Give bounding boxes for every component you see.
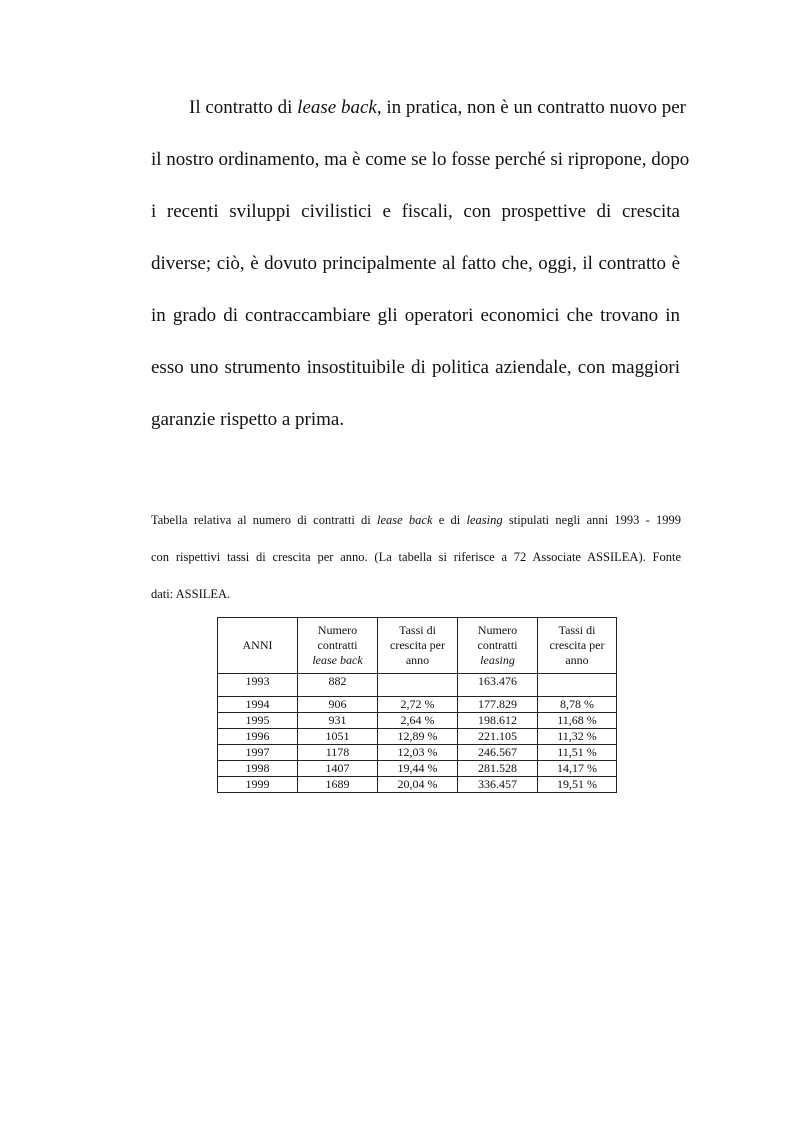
table-cell: 906 <box>298 697 378 713</box>
table-cell: 163.476 <box>458 674 538 697</box>
table-cell: 19,51 % <box>538 777 617 793</box>
table-cell: 221.105 <box>458 729 538 745</box>
table-cell: 2,72 % <box>378 697 458 713</box>
body-paragraph <box>151 82 690 446</box>
header-tassi-lease-back: Tassi di crescita per anno <box>378 618 458 674</box>
table-cell: 1051 <box>298 729 378 745</box>
table-cell: 20,04 % <box>378 777 458 793</box>
caption-line: Tabella relativa al numero di contratti di lease back e di leasing stipulati negli anni 1993 - 1999 <box>151 513 681 527</box>
table-cell: 281.528 <box>458 761 538 777</box>
table-caption <box>151 502 681 613</box>
header-numero-leasing: Numero contratti leasing <box>458 618 538 674</box>
table-cell: 1993 <box>218 674 298 697</box>
table-cell: 11,32 % <box>538 729 617 745</box>
table-cell: 1998 <box>218 761 298 777</box>
table-cell: 11,51 % <box>538 745 617 761</box>
table-cell <box>538 674 617 697</box>
table-cell: 1689 <box>298 777 378 793</box>
table-cell: 1999 <box>218 777 298 793</box>
table-cell: 1996 <box>218 729 298 745</box>
paragraph-line: il nostro ordinamento, ma è come se lo fosse perché si ripropone, dopo <box>151 149 690 170</box>
table-cell: 1178 <box>298 745 378 761</box>
paragraph-line: garanzie rispetto a prima. <box>151 409 345 430</box>
paragraph-line: esso uno strumento insostituibile di politica aziendale, con maggiori <box>151 357 680 378</box>
table-row <box>218 697 617 713</box>
italic-term: lease back <box>297 97 377 118</box>
table-cell <box>378 674 458 697</box>
header-tassi-leasing: Tassi di crescita per anno <box>538 618 617 674</box>
table-cell: 246.567 <box>458 745 538 761</box>
table-cell: 1994 <box>218 697 298 713</box>
table-row <box>218 713 617 729</box>
table-cell: 177.829 <box>458 697 538 713</box>
table-row <box>218 777 617 793</box>
table-cell: 198.612 <box>458 713 538 729</box>
paragraph-line: diverse; ciò, è dovuto principalmente al fatto che, oggi, il contratto è <box>151 253 680 274</box>
caption-line: con rispettivi tassi di crescita per anno. (La tabella si riferisce a 72 Associate ASSILEA). Fonte <box>151 550 681 564</box>
table-cell: 336.457 <box>458 777 538 793</box>
table-cell: 12,03 % <box>378 745 458 761</box>
table-cell: 1997 <box>218 745 298 761</box>
table-row <box>218 674 617 697</box>
table-cell: 2,64 % <box>378 713 458 729</box>
paragraph-line: i recenti sviluppi civilistici e fiscali, con prospettive di crescita <box>151 201 680 222</box>
table-row <box>218 745 617 761</box>
paragraph-line: in grado di contraccambiare gli operatori economici che trovano in <box>151 305 680 326</box>
table-cell: 12,89 % <box>378 729 458 745</box>
table-cell: 19,44 % <box>378 761 458 777</box>
table-cell: 931 <box>298 713 378 729</box>
table-cell: 1995 <box>218 713 298 729</box>
caption-line: dati: ASSILEA. <box>151 587 231 601</box>
paragraph-line: Il contratto di lease back, in pratica, non è un contratto nuovo per <box>189 97 687 118</box>
table-header-row <box>218 618 617 674</box>
table-cell: 882 <box>298 674 378 697</box>
header-numero-lease-back: Numero contratti lease back <box>298 618 378 674</box>
table-cell: 14,17 % <box>538 761 617 777</box>
contracts-table <box>217 617 617 793</box>
table-row <box>218 729 617 745</box>
table-cell: 1407 <box>298 761 378 777</box>
header-anni: ANNI <box>218 618 298 674</box>
table-cell: 8,78 % <box>538 697 617 713</box>
table-cell: 11,68 % <box>538 713 617 729</box>
table-row <box>218 761 617 777</box>
